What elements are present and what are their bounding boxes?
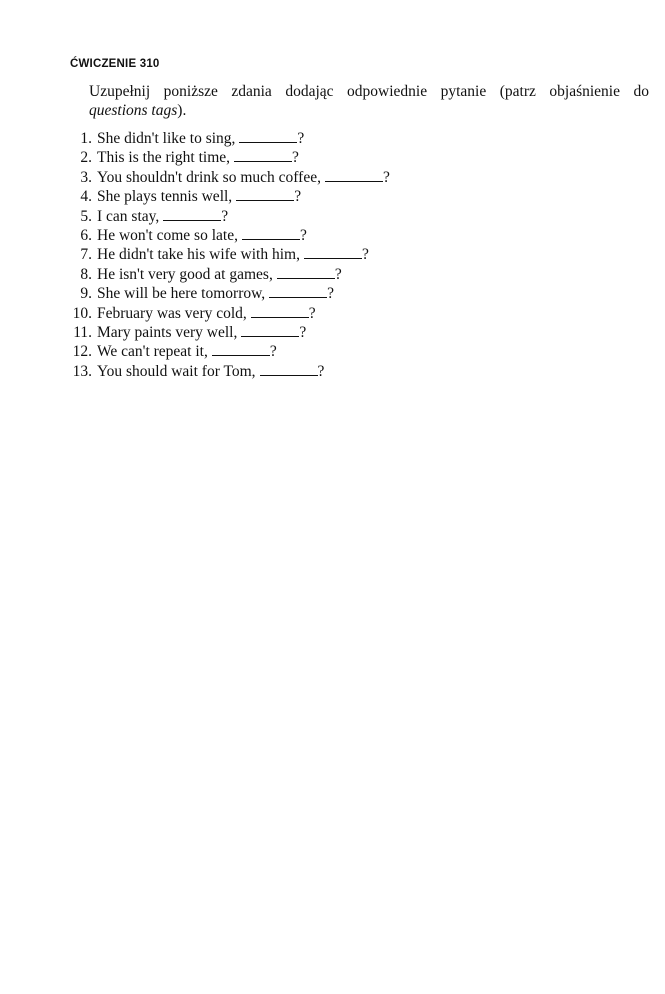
item-sentence: [97, 265, 342, 284]
item-question-mark: ?: [327, 285, 335, 303]
item-text: You shouldn't drink so much coffee,: [97, 168, 321, 186]
item-sentence: [97, 323, 306, 342]
item-number: 13.: [72, 362, 92, 380]
instruction-line-2: [89, 101, 649, 120]
item-question-mark: ?: [382, 168, 390, 186]
exercise-instruction: [89, 82, 649, 120]
item-question-mark: ?: [294, 188, 302, 206]
item-sentence: [97, 284, 334, 303]
item-question-mark: ?: [299, 226, 307, 244]
answer-blank[interactable]: [304, 245, 362, 259]
exercise-item: [0, 362, 665, 381]
item-sentence: [97, 342, 277, 361]
answer-blank[interactable]: [251, 304, 309, 318]
item-text: He isn't very good at games,: [97, 265, 273, 283]
answer-blank[interactable]: [269, 284, 327, 298]
exercise-item: [0, 245, 665, 264]
item-text: He didn't take his wife with him,: [97, 246, 300, 264]
answer-blank[interactable]: [325, 168, 383, 182]
exercise-item: [0, 187, 665, 206]
item-sentence: [97, 207, 228, 226]
item-sentence: [97, 168, 390, 187]
answer-blank[interactable]: [236, 187, 294, 201]
instruction-end: ).: [177, 102, 187, 119]
item-text: She plays tennis well,: [97, 188, 233, 206]
exercise-item: [0, 148, 665, 167]
exercise-item: [0, 129, 665, 148]
answer-blank[interactable]: [260, 362, 318, 376]
exercise-items-list: [0, 129, 665, 381]
item-number: 1.: [80, 130, 92, 147]
item-number: 3.: [80, 168, 92, 186]
item-question-mark: ?: [269, 343, 277, 361]
item-question-mark: ?: [308, 304, 316, 322]
item-sentence: [97, 129, 304, 148]
item-number: 7.: [80, 246, 92, 264]
exercise-item: [0, 342, 665, 361]
item-question-mark: ?: [297, 130, 305, 147]
answer-blank[interactable]: [242, 226, 300, 240]
item-sentence: [97, 304, 316, 323]
item-text: We can't repeat it,: [97, 343, 208, 361]
item-question-mark: ?: [334, 265, 342, 283]
item-question-mark: ?: [299, 323, 307, 341]
exercise-item: [0, 304, 665, 323]
exercise-item: [0, 323, 665, 342]
answer-blank[interactable]: [241, 323, 299, 337]
exercise-item: [0, 226, 665, 245]
item-sentence: [97, 226, 307, 245]
item-question-mark: ?: [317, 362, 325, 380]
item-number: 6.: [80, 226, 92, 244]
instruction-italic-term: questions tags: [89, 102, 178, 119]
item-sentence: [97, 148, 299, 167]
answer-blank[interactable]: [234, 148, 292, 162]
exercise-item: [0, 168, 665, 187]
item-text: This is the right time,: [97, 149, 231, 167]
item-text: Mary paints very well,: [97, 323, 238, 341]
item-sentence: [97, 362, 324, 381]
instruction-line-1: Uzupełnij poniższe zdania dodając odpowiednie pytanie (patrz objaśnienie do: [89, 83, 649, 100]
item-question-mark: ?: [361, 246, 369, 264]
item-number: 2.: [80, 149, 92, 167]
item-text: She will be here tomorrow,: [97, 285, 266, 303]
answer-blank[interactable]: [239, 129, 297, 143]
item-number: 11.: [73, 323, 92, 341]
answer-blank[interactable]: [212, 342, 270, 356]
exercise-item: [0, 284, 665, 303]
item-sentence: [97, 245, 369, 264]
item-question-mark: ?: [292, 149, 299, 167]
answer-blank[interactable]: [163, 207, 221, 221]
item-number: 12.: [72, 343, 92, 361]
item-text: I can stay,: [97, 207, 160, 225]
item-sentence: [97, 187, 301, 206]
item-question-mark: ?: [221, 207, 229, 225]
item-number: 9.: [80, 285, 92, 303]
item-number: 5.: [80, 207, 92, 225]
item-text: He won't come so late,: [97, 226, 238, 244]
item-text: February was very cold,: [97, 304, 247, 322]
item-text: You should wait for Tom,: [97, 362, 256, 380]
item-text: She didn't like to sing,: [97, 130, 236, 147]
exercise-title: ĆWICZENIE 310: [70, 58, 160, 70]
exercise-item: [0, 207, 665, 226]
item-number: 10.: [72, 304, 92, 322]
item-number: 8.: [80, 265, 92, 283]
answer-blank[interactable]: [277, 265, 335, 279]
item-number: 4.: [80, 188, 92, 206]
exercise-item: [0, 265, 665, 284]
